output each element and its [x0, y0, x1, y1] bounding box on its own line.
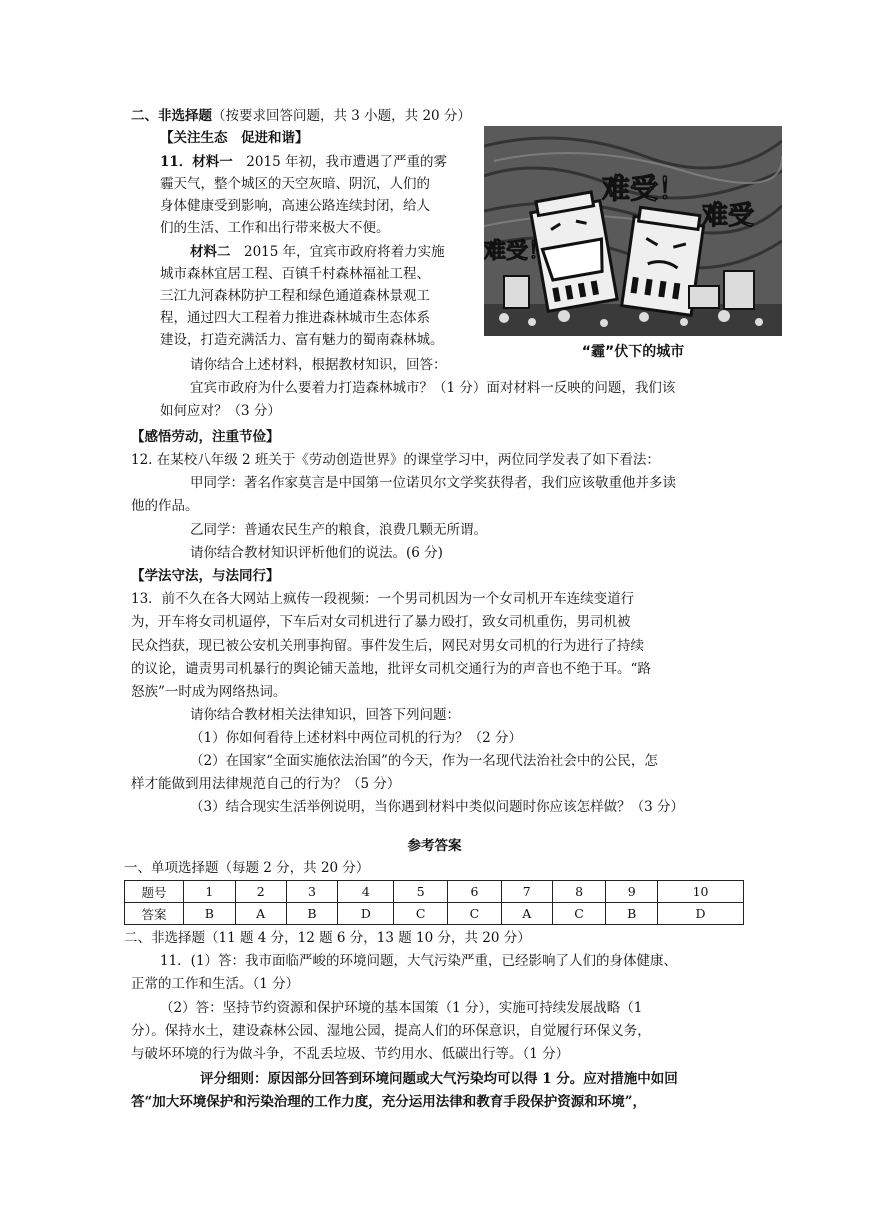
answers-section1-heading: 一、单项选择题（每题 2 分，共 20 分） [124, 860, 370, 876]
a11-part2-line1: （2）答：坚持节约资源和保护环境的基本国策（1 分），实施可持续发展战略（1 [160, 1000, 643, 1016]
q13-prompt: 请你结合教材相关法律知识，回答下列问题： [190, 707, 460, 723]
table-cell: 3 [286, 881, 338, 903]
q13-sub2-line2: 样才能做到用法律规范自己的行为？（5 分） [131, 776, 401, 792]
material1-label: 11．材料一 [160, 154, 233, 170]
table-cell: 10 [658, 881, 744, 903]
q12-jia-line1: 甲同学：著名作家莫言是中国第一位诺贝尔文学奖获得者，我们应该敬重他并多读 [190, 475, 676, 491]
answer-table [124, 880, 744, 925]
cartoon-text-left: 难受！ [484, 239, 551, 264]
answer-table-row-numbers [125, 881, 744, 903]
table-cell: D [658, 903, 744, 925]
table-cell: C [552, 903, 606, 925]
a11-part1-line1: 11．(1）答：我市面临严峻的环境问题，大气污染严重，已经影响了人们的身体健康、 [160, 953, 678, 969]
a11-part2-line3: 与破坏环境的行为做斗争，不乱丢垃圾、节约用水、低碳出行等。（1 分） [131, 1046, 570, 1062]
table-cell: C [448, 903, 502, 925]
q11-question-line1: 宜宾市政府为什么要着力打造森林城市？（1 分）面对材料一反映的问题，我们该 [190, 380, 676, 396]
material2-text: 2015 年，宜宾市政府将着力实施 [230, 244, 445, 260]
section-note: （按要求回答问题，共 3 小题，共 20 分） [212, 108, 471, 124]
row-label-answer: 答案 [125, 903, 184, 925]
table-cell: 1 [184, 881, 236, 903]
q13-line5: 怒族”一时成为网络热词。 [131, 684, 287, 700]
q11-material1-line3: 身体健康受到影响，高速公路连续封闭，给人 [160, 198, 430, 214]
table-cell: B [606, 903, 658, 925]
answers-section2-heading: 二、非选择题（11 题 4 分，12 题 6 分，13 题 10 分，共 20 分） [124, 930, 531, 946]
q11-material2-line1 [190, 242, 445, 262]
row-label-number: 题号 [125, 881, 184, 903]
scoring-rules-line1: 评分细则：原因部分回答到环境问题或大气污染均可以得 1 分。应对措施中如回 [200, 1071, 678, 1087]
section-title: 二、非选择题 [131, 108, 212, 124]
smog-city-cartoon [484, 126, 782, 336]
a11-part1-line2: 正常的工作和生活。（1 分） [131, 976, 300, 992]
q11-material1-line2: 霾天气，整个城区的天空灰暗、阴沉，人们的 [160, 176, 430, 192]
table-cell: 8 [552, 881, 606, 903]
q13-sub3: （3）结合现实生活举例说明，当你遇到材料中类似问题时你应该怎样做？（3 分） [190, 799, 684, 815]
q12-prompt: 请你结合教材知识评析他们的说法。(6 分) [190, 545, 443, 561]
q11-material1-line1 [160, 152, 447, 172]
q13-sub2-line1: （2）在国家“全面实施依法治国”的今天，作为一名现代法治社会中的公民，怎 [190, 753, 658, 769]
cartoon-text-center: 难受！ [602, 172, 687, 205]
q13-sub1: （1）你如何看待上述材料中两位司机的行为？（2 分） [190, 730, 522, 746]
table-cell: 9 [606, 881, 658, 903]
q12-jia-line2: 他的作品。 [131, 498, 199, 514]
q13-line4: 的议论，谴责男司机暴行的舆论铺天盖地，批评女司机交通行为的声音也不绝于耳。“路 [131, 661, 651, 677]
answers-title: 参考答案 [407, 838, 462, 854]
table-cell: A [501, 903, 552, 925]
scoring-rules-line2: 答“加大环境保护和污染治理的工作力度，充分运用法律和教育手段保护资源和环境”， [131, 1094, 647, 1110]
table-cell: A [235, 903, 286, 925]
cartoon-text-right: 难受 [702, 201, 755, 231]
table-cell: D [338, 903, 394, 925]
a11-part2-line2: 分）。保持水土，建设森林公园、湿地公园，提高人们的环保意识，自觉履行环保义务， [131, 1023, 651, 1039]
q11-prompt: 请你结合上述材料，根据教材知识，回答： [190, 357, 447, 373]
q11-material1-line4: 们的生活、工作和出行带来极大不便。 [160, 220, 390, 236]
cartoon-caption: “霾”伏下的城市 [581, 344, 685, 360]
material1-text: 2015 年初，我市遭遇了严重的雾 [232, 154, 447, 170]
table-cell: B [184, 903, 236, 925]
q12-yi: 乙同学：普通农民生产的粮食，浪费几颗无所谓。 [190, 522, 487, 538]
q11-material2-line5: 建设，打造充满活力、富有魅力的蜀南森林城。 [160, 332, 444, 348]
q11-material2-line4: 程，通过四大工程着力推进森林城市生态体系 [160, 310, 430, 326]
q11-material2-line2: 城市森林宜居工程、百镇千村森林福祉工程、 [160, 266, 430, 282]
topic-labor: 【感悟劳动，注重节俭】 [131, 429, 280, 445]
material2-label: 材料二 [190, 244, 231, 260]
q13-line3: 民众挡获，现已被公安机关刑事拘留。事件发生后，网民对男女司机的行为进行了持续 [131, 638, 644, 654]
q11-question-line2: 如何应对？（3 分） [160, 403, 281, 419]
topic-ecology: 【关注生态 促进和谐】 [160, 130, 309, 146]
answer-table-row-answers [125, 903, 744, 925]
q13-line2: 为，开车将女司机逼停，下车后对女司机进行了暴力殴打，致女司机重伤，男司机被 [131, 614, 631, 630]
q11-material2-line3: 三江九河森林防护工程和绿色通道森林景观工 [160, 288, 430, 304]
table-cell: 4 [338, 881, 394, 903]
table-cell: 5 [394, 881, 448, 903]
table-cell: 7 [501, 881, 552, 903]
table-cell: 6 [448, 881, 502, 903]
section-heading [131, 106, 471, 126]
topic-law: 【学法守法，与法同行】 [131, 568, 280, 584]
q13-line1: 13．前不久在各大网站上疯传一段视频：一个男司机因为一个女司机开车连续变道行 [131, 591, 635, 607]
table-cell: 2 [235, 881, 286, 903]
table-cell: B [286, 903, 338, 925]
q12-line1: 12. 在某校八年级 2 班关于《劳动创造世界》的课堂学习中，两位同学发表了如下看法： [131, 452, 660, 468]
table-cell: C [394, 903, 448, 925]
